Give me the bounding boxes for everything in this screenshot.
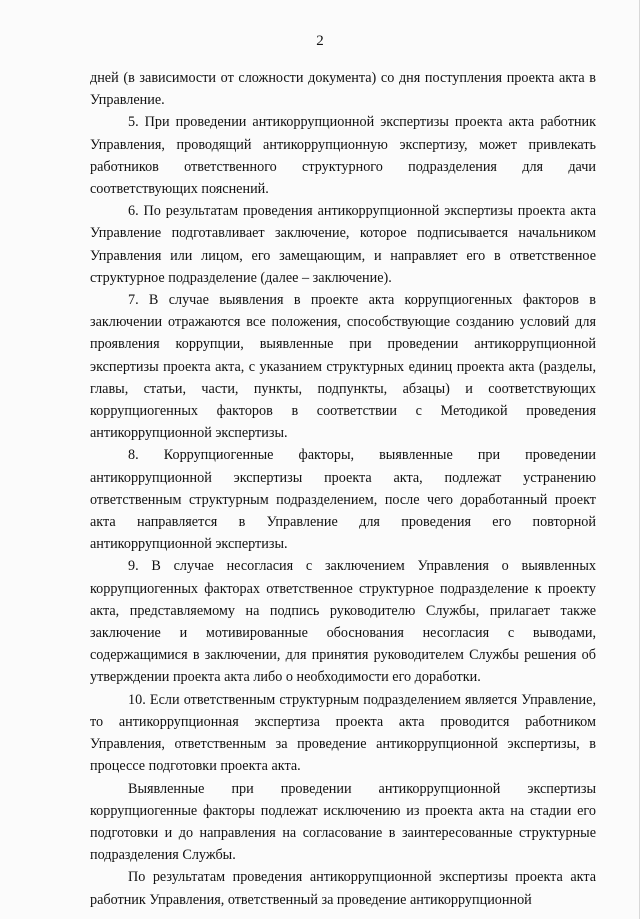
paragraph-item-9: 9. В случае несогласия с заключением Управления о выявленных коррупциогенных факторах ответственное структурное подразделение к проекту акта, представляемому на подпись руководителю Службы, прилагает также заключение и мотивированные обоснования несогласия с выводами, содержащимися в заключении, для принятия руководителем Службы решения об утверждении проекта акта либо о необходимости его доработки. (90, 558, 596, 686)
paragraph-item-10-detail: Выявленные при проведении антикоррупционной экспертизы коррупциогенные факторы подлежат исключению из проекта акта на стадии его подготовки и до направления на согласование в заинтересованные структурные подразделения Службы. (90, 780, 596, 864)
paragraph-continuation: дней (в зависимости от сложности документа) со дня поступления проекта акта в Управление. (90, 70, 596, 109)
page-number: 2 (316, 33, 324, 49)
paragraph-item-10: 10. Если ответственным структурным подразделением является Управление, то антикоррупционная экспертиза проекта акта проводится работником Управления, ответственным за проведение антикоррупционной экспертизы, в процессе подготовки проекта акта. (90, 691, 596, 775)
paragraph-item-5: 5. При проведении антикоррупционной экспертизы проекта акта работник Управления, проводящий антикоррупционную экспертизу, может привлекать работников ответственного структурного подразделения для дачи соответствующих пояснений. (90, 114, 596, 198)
paragraph-item-7: 7. В случае выявления в проекте акта коррупциогенных факторов в заключении отражаются все положения, способствующие созданию условий для проявления коррупции, выявленные при проведении антикоррупционной экспертизы проекта акта, с указанием структурных единиц проекта акта (разделы, главы, статьи, части, пункты, подпункты, абзацы) и соответствующих коррупциогенных факторов в соответствии с Методикой проведения антикоррупционной экспертизы. (90, 292, 596, 442)
paragraph-item-6: 6. По результатам проведения антикоррупционной экспертизы проекта акта Управление подготавливает заключение, которое подписывается начальником Управления или лицом, его замещающим, и направляет его в ответственное структурное подразделение (далее – заключение). (90, 203, 596, 286)
document-body (90, 67, 596, 911)
paragraph-item-10-result: По результатам проведения антикоррупционной экспертизы проекта акта работник Управления, ответственный за проведение антикоррупционной (90, 869, 596, 908)
paragraph-item-8: 8. Коррупциогенные факторы, выявленные при проведении антикоррупционной экспертизы проекта акта, подлежат устранению ответственным структурным подразделением, после чего доработанный проект акта направляется в Управление для проведения его повторной антикоррупционной экспертизы. (90, 447, 596, 553)
